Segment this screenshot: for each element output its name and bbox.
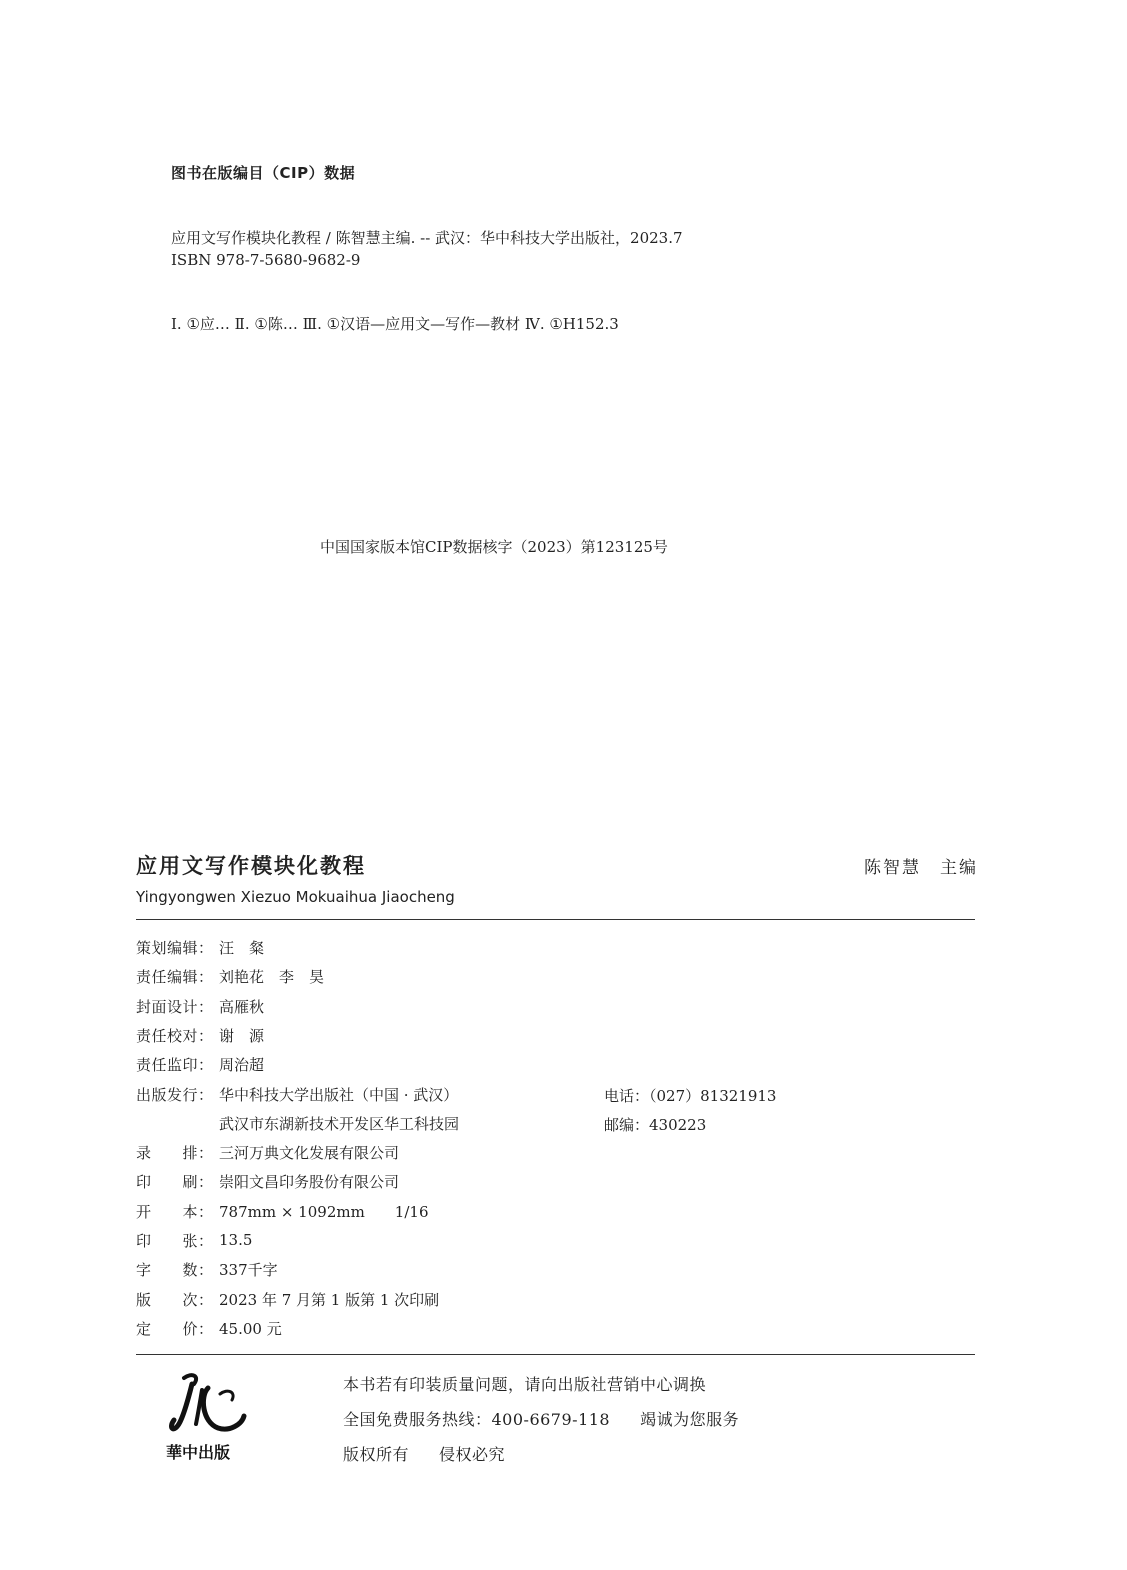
info-row xyxy=(136,995,264,1017)
hust-press-logo-icon xyxy=(162,1370,252,1466)
info-value: 787mm × 1092mm 1/16 xyxy=(219,1202,429,1221)
info-row xyxy=(136,1141,399,1163)
footer-quality-note: 本书若有印装质量问题，请向出版社营销中心调换 xyxy=(343,1375,707,1394)
footer-hotline-line xyxy=(343,1407,739,1430)
info-value: 13.5 xyxy=(219,1231,253,1249)
info-row xyxy=(136,1317,282,1339)
info-value: 华中科技大学出版社（中国 · 武汉） xyxy=(219,1085,459,1104)
info-label: 出版发行： xyxy=(136,1085,214,1104)
publisher-postcode: 邮编：430223 xyxy=(604,1116,707,1134)
info-value: 高雁秋 xyxy=(219,997,265,1016)
info-row xyxy=(136,965,324,987)
info-row xyxy=(136,1229,252,1251)
footer-service: 竭诚为您服务 xyxy=(640,1410,740,1429)
cip-citation: 应用文写作模块化教程 / 陈智慧主编. -- 武汉：华中科技大学出版社，2023.7 xyxy=(171,229,683,247)
info-row xyxy=(136,1258,278,1280)
info-value: 刘艳花 李 昊 xyxy=(219,967,325,986)
book-editor: 陈智慧 主编 xyxy=(864,858,978,878)
info-value: 崇阳文昌印务股份有限公司 xyxy=(219,1172,400,1191)
footer-rights-reserved: 版权所有 xyxy=(343,1445,410,1464)
info-value: 周治超 xyxy=(219,1055,265,1074)
cip-heading: 图书在版编目（CIP）数据 xyxy=(171,164,356,182)
info-value: 337千字 xyxy=(219,1260,278,1279)
info-value: 2023 年 7 月第 1 版第 1 次印刷 xyxy=(219,1290,440,1309)
info-label: 策划编辑： xyxy=(136,938,214,957)
info-row xyxy=(136,1170,399,1192)
footer-piracy-warning: 侵权必究 xyxy=(439,1445,506,1464)
book-title: 应用文写作模块化教程 xyxy=(136,854,366,878)
info-row xyxy=(136,1083,458,1105)
info-row xyxy=(136,1112,459,1134)
info-label: 定 价： xyxy=(136,1319,214,1338)
info-label: 责任编辑： xyxy=(136,967,214,986)
info-row xyxy=(136,1200,429,1222)
info-value: 三河万典文化发展有限公司 xyxy=(219,1143,400,1162)
footer-hotline: 全国免费服务热线：400-6679-118 xyxy=(343,1410,611,1429)
publisher-phone: 电话：（027）81321913 xyxy=(604,1087,777,1105)
info-label: 印 张： xyxy=(136,1231,214,1250)
info-row xyxy=(136,1288,439,1310)
info-label: 责任监印： xyxy=(136,1055,214,1074)
divider-top xyxy=(136,919,975,920)
info-label: 开 本： xyxy=(136,1202,214,1221)
info-label: 印 刷： xyxy=(136,1172,214,1191)
divider-bottom xyxy=(136,1354,975,1355)
info-label: 字 数： xyxy=(136,1260,214,1279)
book-pinyin-title: Yingyongwen Xiezuo Mokuaihua Jiaocheng xyxy=(136,888,455,906)
info-label: 录 排： xyxy=(136,1143,214,1162)
info-value: 武汉市东湖新技术开发区华工科技园 xyxy=(219,1114,460,1133)
info-value: 汪 粲 xyxy=(219,938,265,957)
svg-text:華中出版: 華中出版 xyxy=(166,1443,231,1462)
info-label: 版 次： xyxy=(136,1290,214,1309)
info-row xyxy=(136,936,264,958)
cip-isbn: ISBN 978-7-5680-9682-9 xyxy=(171,251,361,269)
info-row xyxy=(136,1024,264,1046)
info-label: 责任校对： xyxy=(136,1026,214,1045)
cip-classification: Ⅰ. ①应… Ⅱ. ①陈… Ⅲ. ①汉语—应用文—写作—教材 Ⅳ. ①H152.3 xyxy=(171,315,619,333)
footer-rights-line xyxy=(343,1442,505,1465)
cip-approval-number: 中国国家版本馆CIP数据核字（2023）第123125号 xyxy=(320,538,668,556)
info-value: 45.00 元 xyxy=(219,1319,282,1338)
info-label: 封面设计： xyxy=(136,997,214,1016)
info-value: 谢 源 xyxy=(219,1026,265,1045)
info-row xyxy=(136,1053,264,1075)
